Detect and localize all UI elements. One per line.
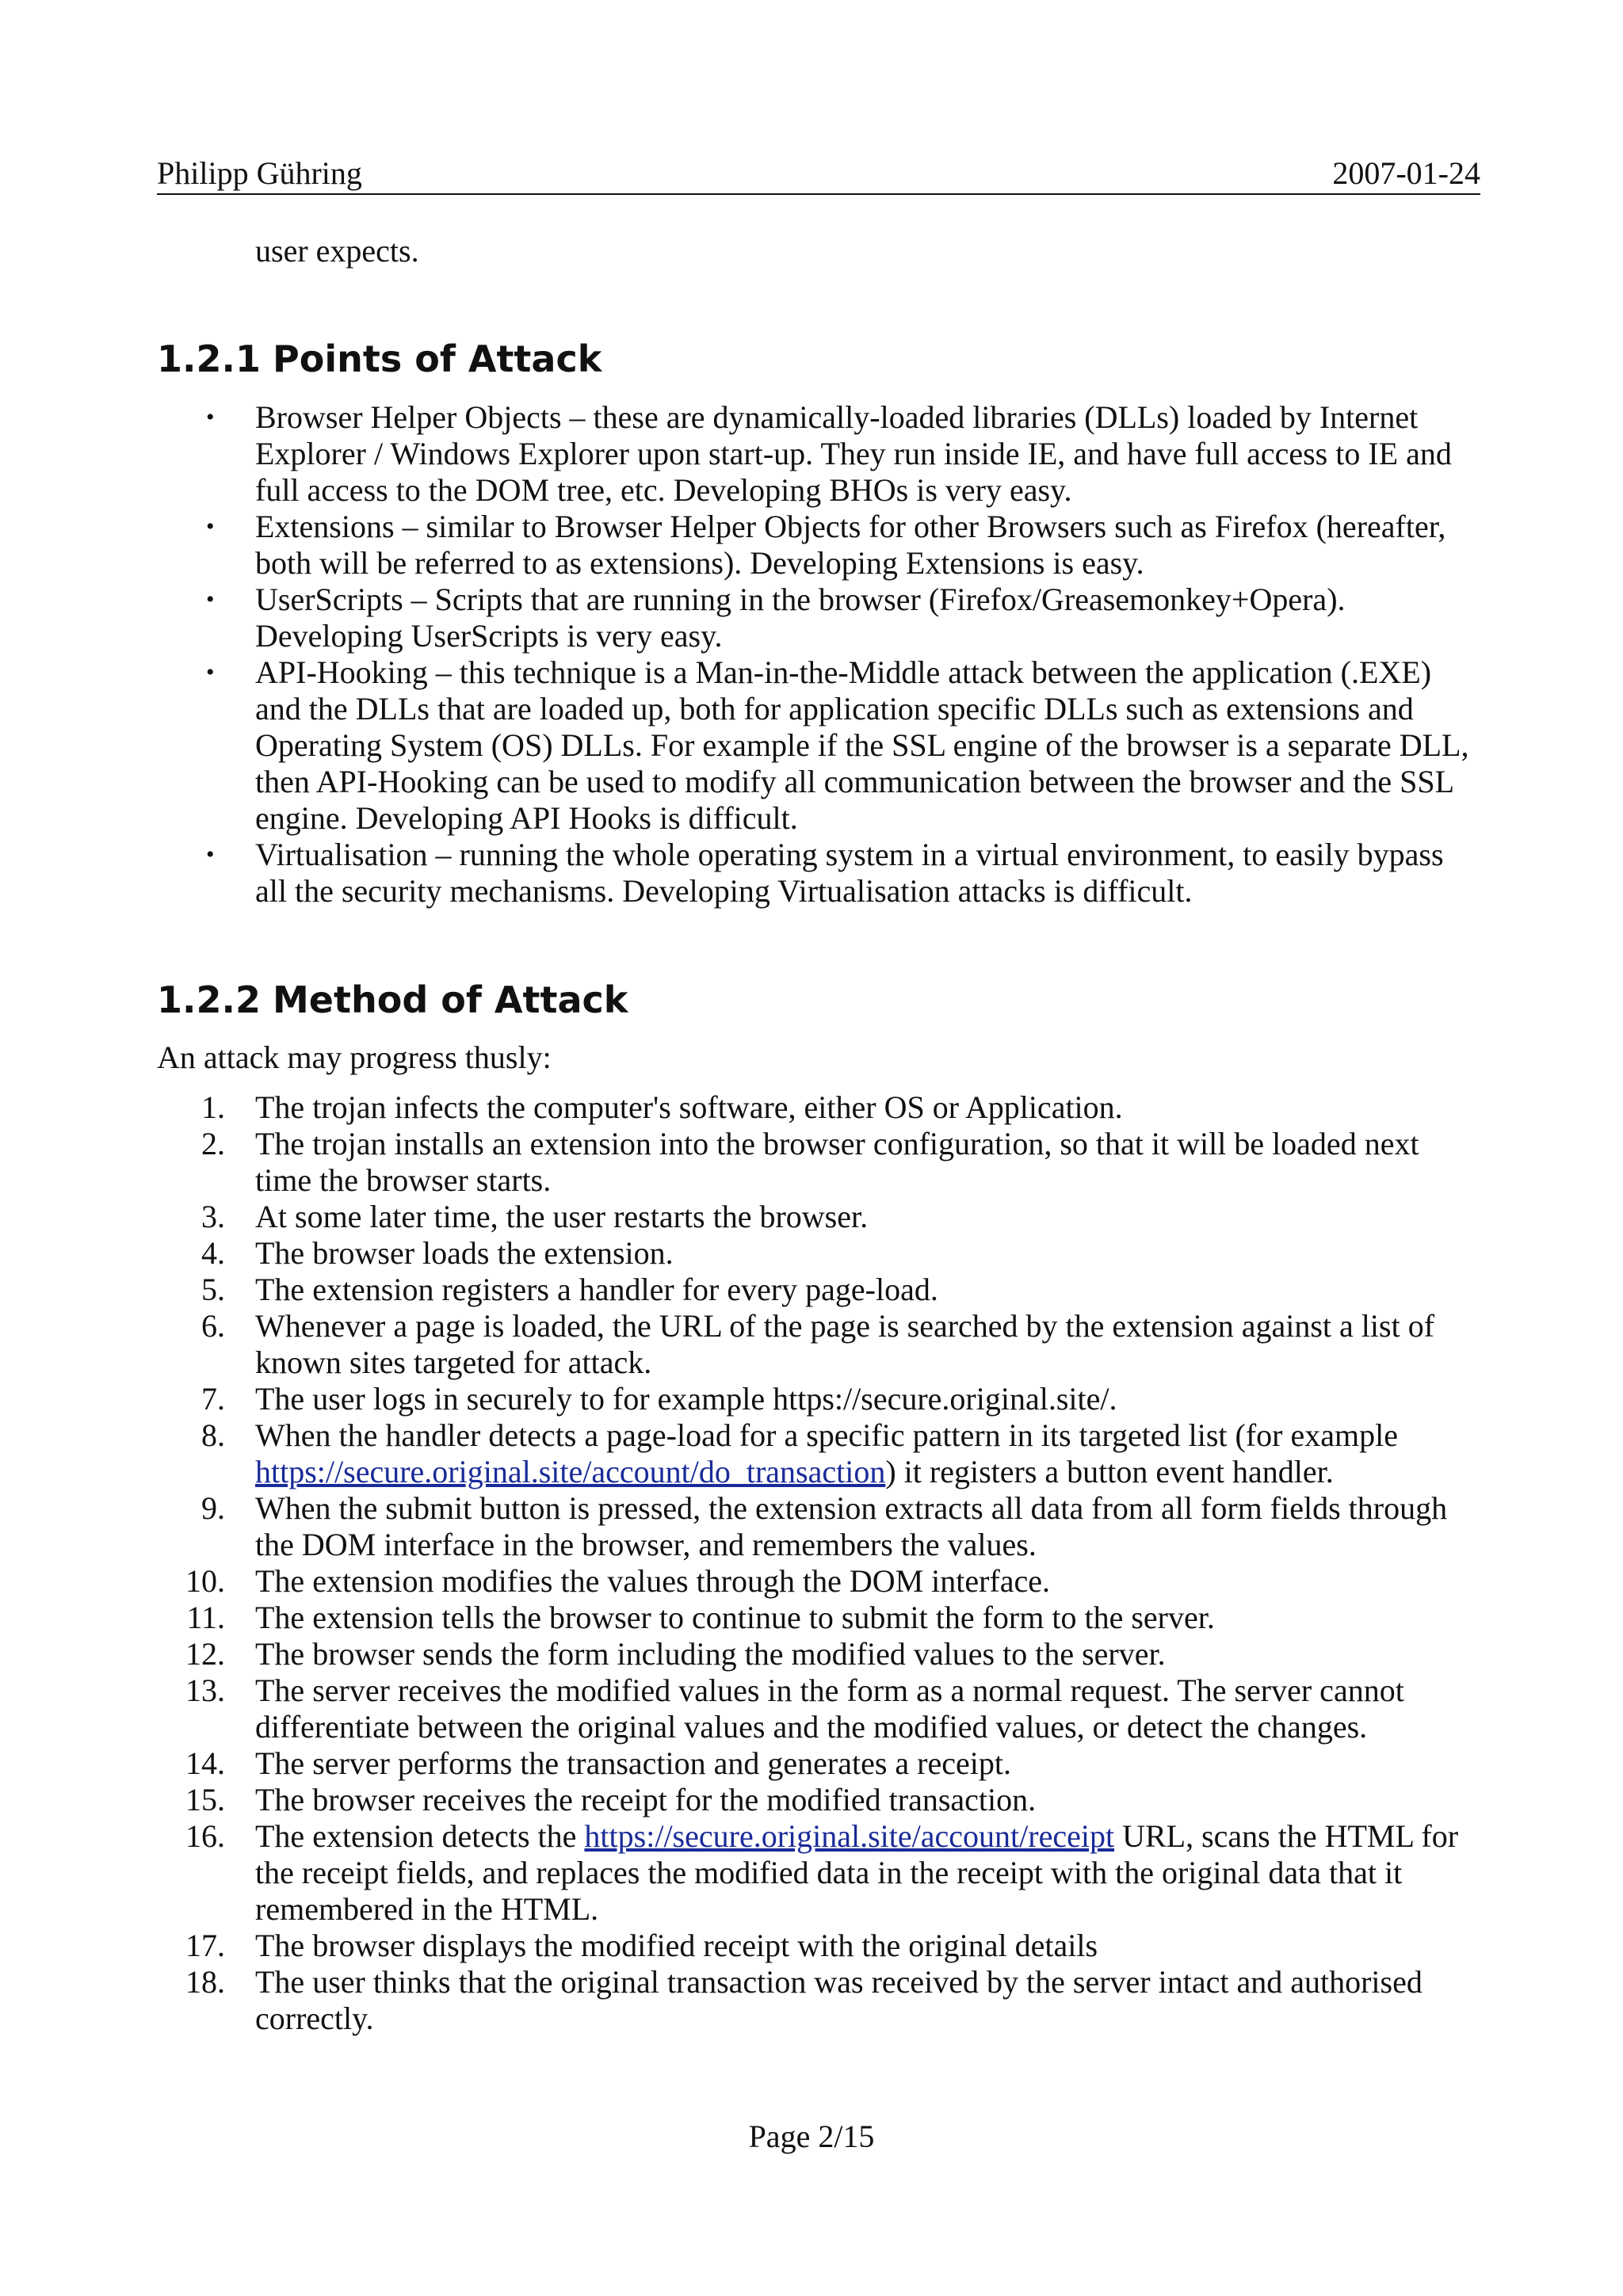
- step-number: 9.: [201, 1490, 225, 1526]
- step-text: The browser receives the receipt for the modified transaction.: [255, 1782, 1037, 1817]
- do-transaction-link[interactable]: https://secure.original.site/account/do_transaction: [255, 1454, 886, 1489]
- step-text: The browser loads the extension.: [255, 1235, 674, 1271]
- list-item: [157, 1563, 1482, 1600]
- page-header: [157, 154, 1480, 195]
- step-text: The trojan installs an extension into the browser configuration, so that it will be loaded next time the browser starts.: [255, 1126, 1419, 1198]
- step-number: 6.: [201, 1308, 225, 1344]
- list-item: [157, 1782, 1482, 1818]
- step-text: The extension modifies the values through the DOM interface.: [255, 1563, 1051, 1599]
- step-text: The server performs the transaction and generates a receipt.: [255, 1745, 1011, 1781]
- step-number: 18.: [185, 1964, 225, 2000]
- bullet-icon: •: [206, 513, 215, 540]
- list-item: [157, 1818, 1482, 1928]
- step-number: 14.: [185, 1745, 225, 1781]
- list-item: [157, 1928, 1482, 1964]
- step-number: 13.: [185, 1672, 225, 1708]
- list-item: [157, 1126, 1482, 1199]
- bullet-icon: •: [206, 659, 215, 685]
- section-number: 1.2.2: [157, 978, 261, 1021]
- continuation-text: user expects.: [255, 233, 419, 269]
- section-title: Method of Attack: [273, 978, 628, 1021]
- step-text: The extension registers a handler for every page-load.: [255, 1272, 938, 1307]
- list-item: [157, 1672, 1482, 1745]
- list-item: [157, 399, 1482, 509]
- list-item: [157, 582, 1482, 654]
- step-text: Whenever a page is loaded, the URL of the page is searched by the extension against a list of known sites targeted for attack.: [255, 1308, 1435, 1380]
- list-item: [157, 654, 1482, 837]
- list-item: [157, 1272, 1482, 1308]
- step-text-post: ) it registers a button event handler.: [885, 1454, 1334, 1489]
- method-intro: An attack may progress thusly:: [157, 1039, 552, 1075]
- step-text-post: URL, scans the HTML for the receipt fields, and replaces the modified data in the receipt with the original data that it remembered in the HTML.: [255, 1818, 1459, 1927]
- step-text: The browser sends the form including the modified values to the server.: [255, 1636, 1166, 1672]
- list-item: [157, 1199, 1482, 1235]
- step-text: The user thinks that the original transaction was received by the server intact and authorised correctly.: [255, 1964, 1423, 2036]
- step-number: 1.: [201, 1089, 225, 1125]
- list-item: [157, 1745, 1482, 1782]
- list-item: [157, 1636, 1482, 1672]
- step-number: 4.: [201, 1235, 225, 1271]
- step-number: 2.: [201, 1126, 225, 1161]
- list-item: [157, 1089, 1482, 1126]
- page-footer: [0, 2119, 1623, 2155]
- step-text: At some later time, the user restarts the browser.: [255, 1199, 869, 1234]
- points-of-attack-list: [157, 399, 1482, 910]
- step-text: The extension tells the browser to continue to submit the form to the server.: [255, 1600, 1215, 1635]
- list-item-text: Extensions – similar to Browser Helper Objects for other Browsers such as Firefox (hereafter, both will be referred to as extensions). Developing Extensions is easy.: [255, 509, 1446, 581]
- bullet-icon: •: [206, 841, 215, 868]
- step-text-pre: The extension detects the: [255, 1818, 585, 1854]
- step-number: 15.: [185, 1782, 225, 1817]
- header-author: Philipp Gühring: [157, 155, 362, 191]
- receipt-link[interactable]: https://secure.original.site/account/receipt: [584, 1818, 1115, 1854]
- list-item: [157, 1600, 1482, 1636]
- list-item: [157, 1417, 1482, 1490]
- step-text: The browser displays the modified receipt with the original details: [255, 1928, 1098, 1963]
- page-number: Page 2/15: [748, 2119, 875, 2154]
- list-item-text: API-Hooking – this technique is a Man-in-the-Middle attack between the application (.EXE) and the DLLs that are loaded up, both for application specific DLLs such as extensions and Operating System (OS) DLLs. For example if the SSL engine of the browser is a separate DLL, then API-Hooking can be used to modify all communication between the browser and the SSL engine. Developing API Hooks is difficult.: [255, 654, 1469, 836]
- step-text: The user logs in securely to for example https://secure.original.site/.: [255, 1381, 1117, 1417]
- step-number: 5.: [201, 1272, 225, 1307]
- list-item: [157, 837, 1482, 910]
- bullet-icon: •: [206, 404, 215, 430]
- section-heading-1-2-2: [157, 978, 628, 1021]
- step-number: 10.: [185, 1563, 225, 1599]
- step-number: 17.: [185, 1928, 225, 1963]
- list-item: [157, 1308, 1482, 1381]
- step-text: The server receives the modified values in the form as a normal request. The server cannot differentiate between the original values and the modified values, or detect the changes.: [255, 1672, 1404, 1745]
- section-heading-1-2-1: [157, 338, 601, 380]
- step-text: The trojan infects the computer's software, either OS or Application.: [255, 1089, 1123, 1125]
- step-number: 8.: [201, 1417, 225, 1453]
- step-number: 16.: [185, 1818, 225, 1854]
- section-title: Points of Attack: [273, 338, 602, 380]
- list-item: [157, 1964, 1482, 2037]
- list-item-text: Browser Helper Objects – these are dynamically-loaded libraries (DLLs) loaded by Internet Explorer / Windows Explorer upon start-up. They run inside IE, and have full access to IE and full access to the DOM tree, etc. Developing BHOs is very easy.: [255, 399, 1452, 508]
- step-text-pre: When the handler detects a page-load for a specific pattern in its targeted list (for example: [255, 1417, 1398, 1453]
- step-number: 11.: [186, 1600, 225, 1635]
- list-item: [157, 1235, 1482, 1272]
- list-item: [157, 509, 1482, 582]
- step-number: 7.: [201, 1381, 225, 1417]
- list-item-text: Virtualisation – running the whole operating system in a virtual environment, to easily bypass all the security mechanisms. Developing Virtualisation attacks is difficult.: [255, 837, 1444, 909]
- header-date: 2007-01-24: [1332, 155, 1480, 191]
- list-item: [157, 1490, 1482, 1563]
- bullet-icon: •: [206, 586, 215, 612]
- step-number: 12.: [185, 1636, 225, 1672]
- list-item: [157, 1381, 1482, 1417]
- section-number: 1.2.1: [157, 338, 261, 380]
- step-number: 3.: [201, 1199, 225, 1234]
- attack-steps-list: [157, 1089, 1482, 2037]
- list-item-text: UserScripts – Scripts that are running in the browser (Firefox/Greasemonkey+Opera). Developing UserScripts is very easy.: [255, 582, 1346, 654]
- step-text: When the submit button is pressed, the extension extracts all data from all form fields through the DOM interface in the browser, and remembers the values.: [255, 1490, 1448, 1562]
